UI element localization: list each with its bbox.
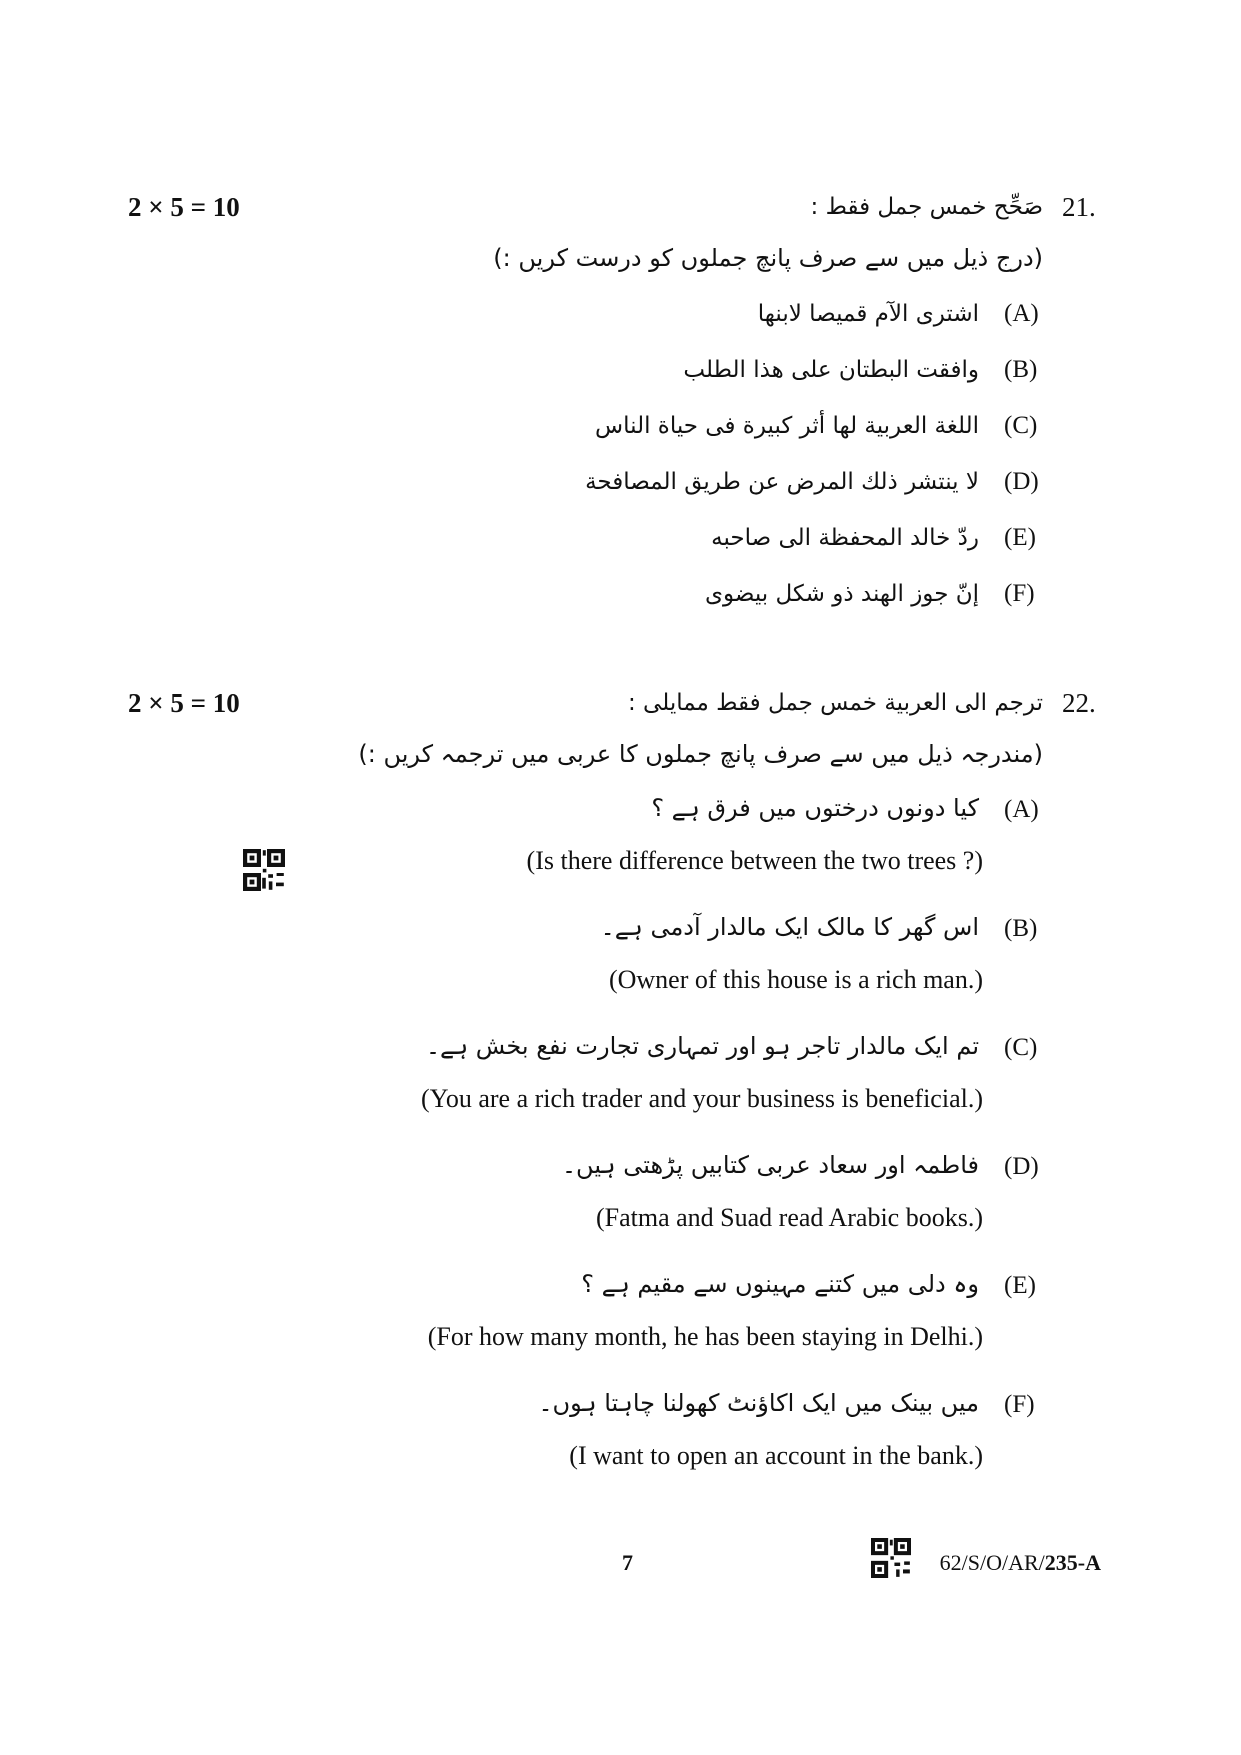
q21-option-sentence: ردّ خالد المحفظة الى صاحبه [711, 525, 979, 551]
q21-instruction-arabic: صَحِّح خمس جمل فقط : [810, 194, 1043, 220]
q22-option-label: (D) [1004, 1153, 1039, 1180]
q22-option-label: (B) [1004, 915, 1038, 942]
q22-english-sentence: (You are a rich trader and your business is beneficial.) [421, 1084, 983, 1113]
q21-option-sentence: إنّ جوز الهند ذو شكل بيضوى [705, 581, 979, 607]
q22-urdu-sentence: وہ دلی میں کتنے مہینوں سے مقیم ہے ؟ [581, 1270, 979, 1298]
q22-english-sentence: (Owner of this house is a rich man.) [608, 965, 983, 994]
q22-instruction-urdu: (مندرجہ ذیل میں سے صرف پانچ جملوں کا عربی میں ترجمہ کریں :) [358, 740, 1043, 768]
q22-option-label: (F) [1004, 1391, 1035, 1418]
q22-option-label: (E) [1004, 1272, 1036, 1299]
q22-option-label: (C) [1004, 1034, 1038, 1061]
footer-qr-code-icon [871, 1538, 911, 1578]
q21-marks: 2 × 5 = 10 [128, 192, 240, 222]
q22-marks: 2 × 5 = 10 [128, 688, 240, 718]
q21-option-label: (F) [1004, 580, 1035, 607]
q22-english-sentence: (Is there difference between the two trees ?) [526, 846, 983, 875]
q22-english-sentence: (Fatma and Suad read Arabic books.) [595, 1203, 983, 1232]
q21-option-sentence: اللغة العربية لها أثر كبيرة فى حياة الناس [595, 413, 979, 439]
q21-option-label: (D) [1004, 468, 1039, 495]
q22-number: 22. [1062, 688, 1096, 718]
paper-code [940, 1550, 1101, 1576]
paper-code-prefix: 62/S/O/AR/ [939, 1550, 1045, 1575]
q22-instruction-arabic: ترجم الى العربية خمس جمل فقط ممايلى : [627, 690, 1043, 716]
q22-english-sentence: (For how many month, he has been staying in Delhi.) [427, 1322, 983, 1351]
qr-code-icon [243, 849, 285, 891]
paper-code-suffix: 235-A [1044, 1550, 1101, 1575]
q21-number: 21. [1062, 192, 1096, 222]
q21-option-sentence: اشترى الآم قميصا لابنها [757, 301, 979, 327]
q21-instruction-urdu: (درج ذیل میں سے صرف پانچ جملوں کو درست کریں :) [493, 244, 1043, 272]
q21-option-sentence: لا ينتشر ذلك المرض عن طريق المصافحة [585, 469, 979, 495]
q22-urdu-sentence: تم ایک مالدار تاجر ہو اور تمہاری تجارت نفع بخش ہے۔ [425, 1032, 979, 1060]
q22-urdu-sentence: کیا دونوں درختوں میں فرق ہے ؟ [651, 794, 979, 822]
q21-option-label: (E) [1004, 524, 1036, 551]
q21-option-label: (A) [1004, 300, 1039, 327]
q22-english-sentence: (I want to open an account in the bank.) [569, 1441, 983, 1470]
q21-option-label: (C) [1004, 412, 1038, 439]
q22-urdu-sentence: فاطمہ اور سعاد عربی کتابیں پڑھتی ہیں۔ [561, 1151, 979, 1179]
q22-option-label: (A) [1004, 796, 1039, 823]
q21-option-sentence: وافقت البطتان على هذا الطلب [683, 357, 979, 383]
page-number: 7 [622, 1550, 633, 1575]
q21-option-label: (B) [1004, 356, 1038, 383]
q22-urdu-sentence: اس گھر کا مالک ایک مالدار آدمی ہے۔ [600, 913, 979, 941]
q22-urdu-sentence: میں بینک میں ایک اکاؤنٹ کھولنا چاہتا ہوں۔ [538, 1389, 979, 1417]
